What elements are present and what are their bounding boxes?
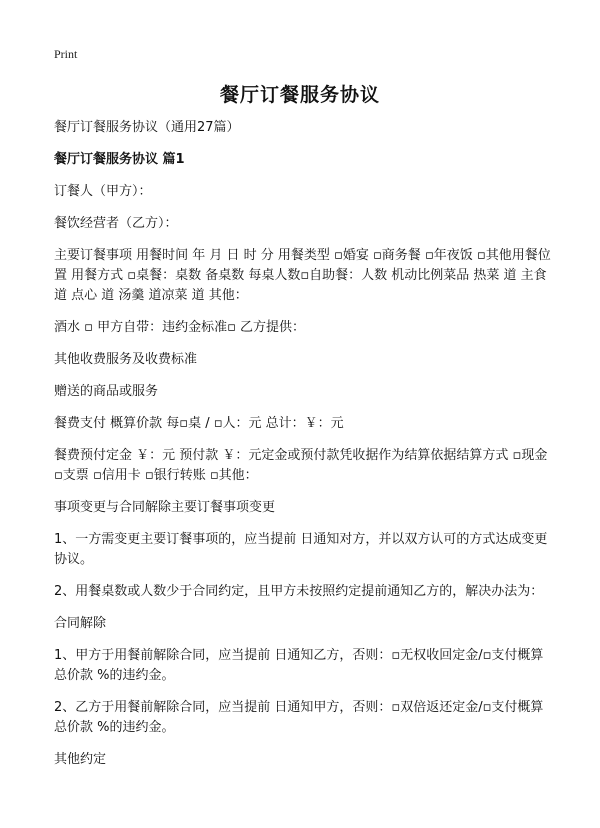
section-heading: 餐厅订餐服务协议 篇1 <box>54 152 185 167</box>
party-b-line: 餐饮经营者（乙方）： <box>54 216 178 231</box>
termination-clause-2: 2、乙方于用餐前解除合同，应当提前 日通知甲方，否则：▫双倍返还定金/▫支付概算总价款 %的违约金。 <box>54 700 544 735</box>
print-link[interactable]: Print <box>54 47 78 61</box>
document-subtitle: 餐厅订餐服务协议（通用27篇） <box>54 120 240 135</box>
party-a-line: 订餐人（甲方）： <box>54 184 152 199</box>
changes-heading: 事项变更与合同解除主要订餐事项变更 <box>54 500 276 515</box>
payment-paragraph: 餐费支付 概算价款 每▫桌 / ▫人：元 总计：￥：元 <box>54 416 344 431</box>
other-terms-heading: 其他约定 <box>54 752 107 767</box>
document-body <box>54 118 554 782</box>
termination-clause-1: 1、甲方于用餐前解除合同，应当提前 日通知乙方，否则：▫无权收回定金/▫支付概算总价款 %的违约金。 <box>54 648 544 683</box>
page-title: 餐厅订餐服务协议 <box>219 84 380 106</box>
dining-items-paragraph: 主要订餐事项 用餐时间 年 月 日 时 分 用餐类型 ▫婚宴 ▫商务餐 ▫年夜饭 ▫其他用餐位置 用餐方式 ▫桌餐：桌数 备桌数 每桌人数▫自助餐：人数 机动比例菜品 热菜 道 主食 道 点心 道 汤羹 道凉菜 道 其他： <box>54 248 551 303</box>
drinks-paragraph: 酒水 ▫ 甲方自带：违约金标准▫ 乙方提供： <box>54 320 306 335</box>
other-fees-paragraph: 其他收费服务及收费标准 <box>54 352 198 367</box>
change-clause-2: 2、用餐桌数或人数少于合同约定，且甲方未按照约定提前通知乙方的，解决办法为： <box>54 584 544 599</box>
gifts-paragraph: 赠送的商品或服务 <box>54 384 159 399</box>
change-clause-1: 1、一方需变更主要订餐事项的，应当提前 日通知对方，并以双方认可的方式达成变更协议。 <box>54 532 548 567</box>
deposit-paragraph: 餐费预付定金 ￥：元 预付款 ￥：元定金或预付款凭收据作为结算依据结算方式 ▫现金 ▫支票 ▫信用卡 ▫银行转账 ▫其他： <box>54 448 548 483</box>
termination-heading: 合同解除 <box>54 616 107 631</box>
